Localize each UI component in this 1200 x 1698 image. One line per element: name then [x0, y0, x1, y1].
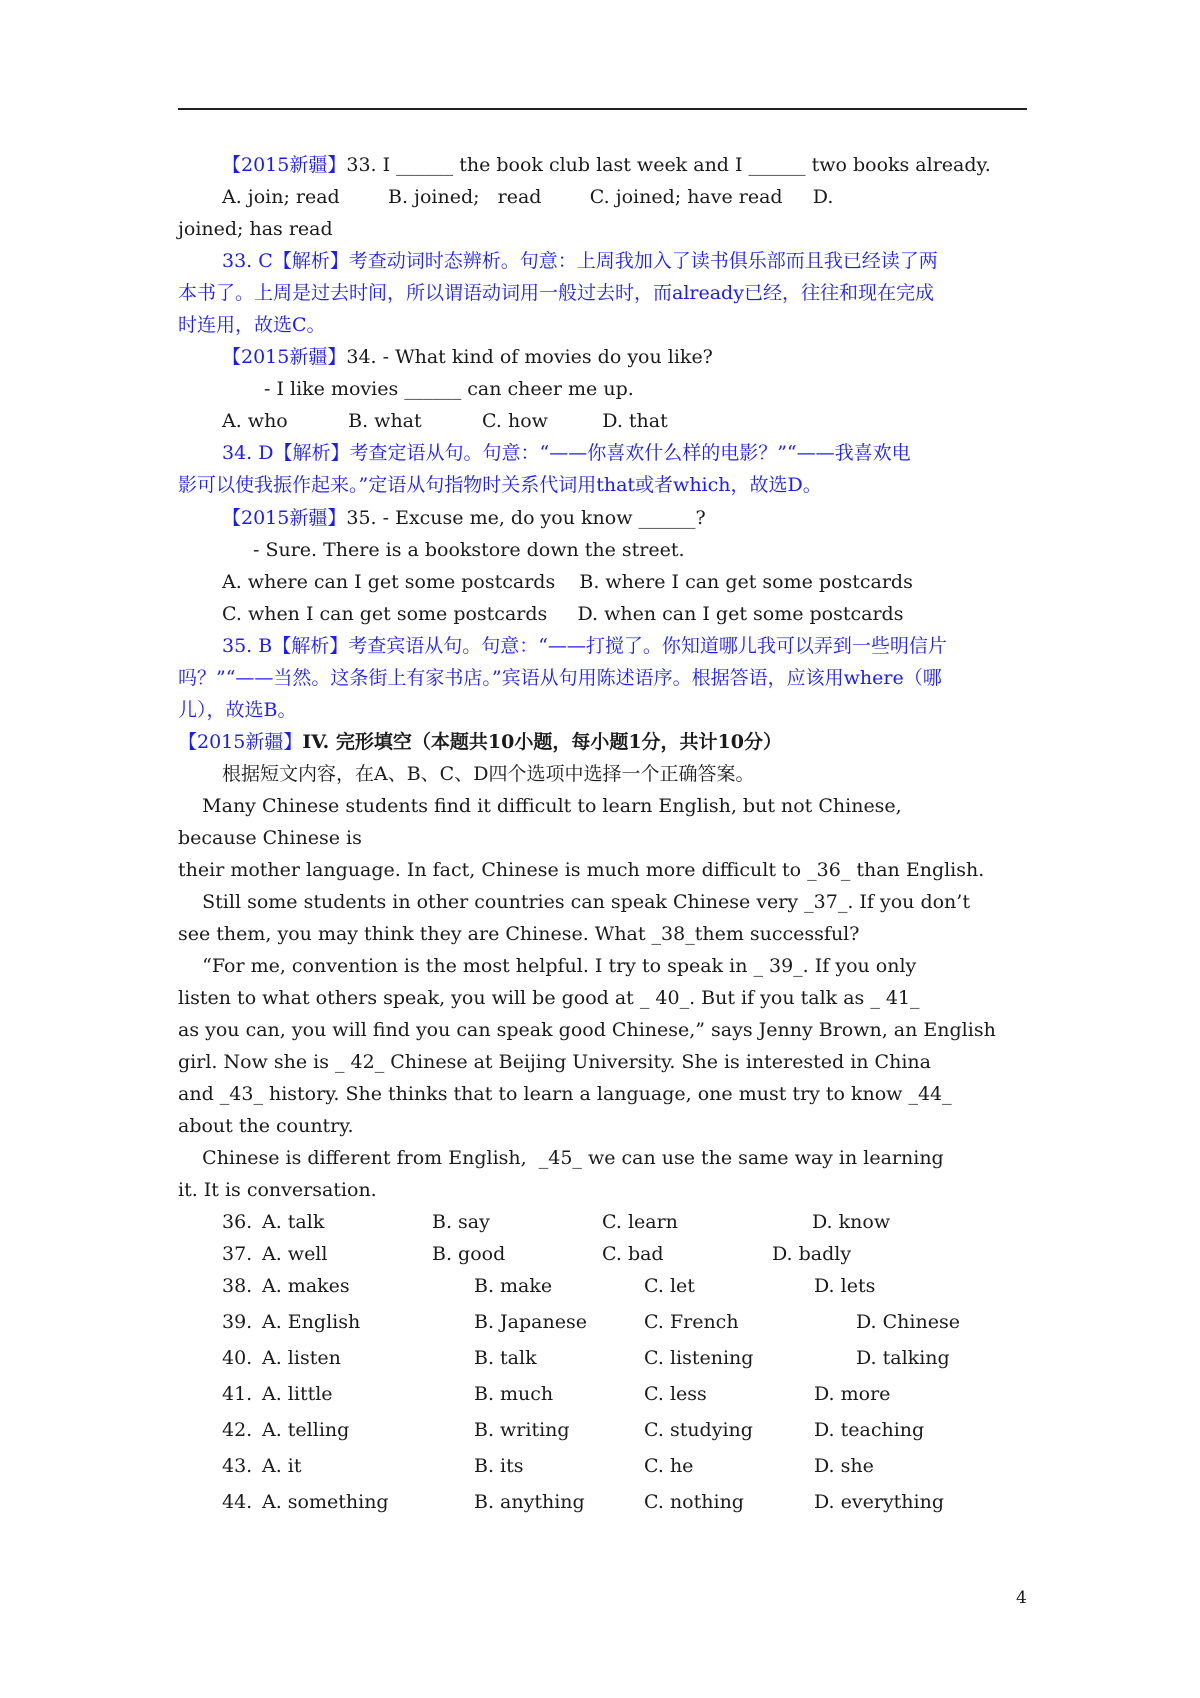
q35-options-cd: C. when I can get some postcards D. when can I get some postcards [222, 603, 904, 625]
choice-row-36 [222, 1210, 252, 1234]
choice-row-44 [222, 1490, 252, 1514]
q35-analysis-2: 吗？”“——当然。这条街上有家书店。”宾语从句用陈述语序。根据答语，应该用where（哪 [178, 667, 942, 689]
choice-num: 36. [222, 1211, 253, 1233]
choice-num: 38. [222, 1275, 253, 1297]
q35-analysis-3: 儿），故选B。 [178, 699, 297, 721]
choice-c: C. learn [602, 1211, 678, 1233]
q33-analysis-1: 33. C【解析】考查动词时态辨析。句意：上周我加入了读书俱乐部而且我已经读了两 [222, 250, 938, 272]
choice-c: C. nothing [644, 1491, 744, 1513]
choice-num: 43. [222, 1455, 253, 1477]
section-heading: IV. 完形填空（本题共10小题，每小题1分，共计10分） [302, 731, 782, 753]
choice-a: A. it [262, 1455, 302, 1477]
q34-stem: 34. - What kind of movies do you like? [346, 346, 713, 368]
section-heading-line [178, 730, 782, 754]
choice-d: D. she [814, 1455, 874, 1477]
passage-line: as you can, you will find you can speak good Chinese,” says Jenny Brown, an English [178, 1019, 996, 1041]
q35-options-ab: A. where can I get some postcards B. where I can get some postcards [222, 571, 913, 593]
q33-options: A. join; read B. joined; read C. joined; have read D. [222, 186, 834, 208]
q35-stem: 35. - Excuse me, do you know ______? [346, 507, 706, 529]
choice-d: D. Chinese [856, 1311, 960, 1333]
q35-reply: - Sure. There is a bookstore down the street. [253, 539, 685, 561]
choice-a: A. little [262, 1383, 333, 1405]
q33-analysis-2: 本书了。上周是过去时间，所以谓语动词用一般过去时，而already已经，往往和现在完成 [178, 282, 934, 304]
passage-line: about the country. [178, 1115, 354, 1137]
choice-a: A. well [262, 1243, 328, 1265]
section-tag: 【2015新疆】 [178, 731, 303, 753]
passage-line: because Chinese is [178, 827, 362, 849]
q33-options-cont: joined; has read [178, 218, 333, 240]
choice-c: C. bad [602, 1243, 664, 1265]
choice-b: B. make [474, 1275, 553, 1297]
passage-line: Many Chinese students find it difficult to learn English, but not Chinese, [178, 795, 902, 817]
section-instruction: 根据短文内容，在A、B、C、D四个选项中选择一个正确答案。 [222, 763, 755, 785]
q34-stem-line [222, 345, 713, 369]
choice-num: 42. [222, 1419, 253, 1441]
q34-tag: 【2015新疆】 [222, 346, 347, 368]
passage-line: see them, you may think they are Chinese. What _38_them successful? [178, 923, 860, 945]
choice-a: A. something [262, 1491, 389, 1513]
choice-d: D. lets [814, 1275, 876, 1297]
choice-b: B. anything [474, 1491, 585, 1513]
choice-num: 41. [222, 1383, 253, 1405]
choice-num: 39. [222, 1311, 253, 1333]
choice-d: D. talking [856, 1347, 950, 1369]
choice-row-43 [222, 1454, 252, 1478]
choice-d: D. badly [772, 1243, 852, 1265]
choice-row-37 [222, 1242, 252, 1266]
choice-d: D. know [812, 1211, 891, 1233]
q35-stem-line [222, 506, 706, 530]
choice-d: D. everything [814, 1491, 945, 1513]
choice-row-38 [222, 1274, 252, 1298]
choice-a: A. English [262, 1311, 361, 1333]
choice-a: A. talk [262, 1211, 325, 1233]
choice-c: C. French [644, 1311, 739, 1333]
passage-line: Chinese is different from English, _45_ we can use the same way in learning [178, 1147, 944, 1169]
passage-line: listen to what others speak, you will be good at _ 40_. But if you talk as _ 41_ [178, 987, 920, 1009]
q33-analysis-3: 时连用，故选C。 [178, 314, 326, 336]
choice-b: B. much [474, 1383, 554, 1405]
header-rule [178, 108, 1027, 110]
choice-b: B. its [474, 1455, 524, 1477]
q34-reply: - I like movies ______ can cheer me up. [264, 378, 634, 400]
choice-row-42 [222, 1418, 252, 1442]
choice-c: C. listening [644, 1347, 754, 1369]
q33-stem: 33. I ______ the book club last week and I ______ two books already. [346, 154, 991, 176]
choice-num: 44. [222, 1491, 253, 1513]
q35-analysis-1: 35. B【解析】考查宾语从句。句意：“——打搅了。你知道哪儿我可以弄到一些明信片 [222, 635, 947, 657]
choice-b: B. say [432, 1211, 490, 1233]
q33-tag: 【2015新疆】 [222, 154, 347, 176]
q33-stem-line [222, 153, 991, 177]
choice-d: D. more [814, 1383, 891, 1405]
passage-line: it. It is conversation. [178, 1179, 377, 1201]
q34-analysis-1: 34. D【解析】考查定语从句。句意：“——你喜欢什么样的电影？”“——我喜欢电 [222, 442, 911, 464]
passage-line: girl. Now she is _ 42_ Chinese at Beijing University. She is interested in China [178, 1051, 931, 1073]
choice-num: 37. [222, 1243, 253, 1265]
passage-line: and _43_ history. She thinks that to learn a language, one must try to know _44_ [178, 1083, 952, 1105]
choice-a: A. makes [262, 1275, 350, 1297]
q34-analysis-2: 影可以使我振作起来。”定语从句指物时关系代词用that或者which，故选D。 [178, 474, 822, 496]
passage-line: “For me, convention is the most helpful. I try to speak in _ 39_. If you only [178, 955, 917, 977]
passage-line: their mother language. In fact, Chinese is much more difficult to _36_ than English. [178, 859, 985, 881]
q34-options: A. who B. what C. how D. that [222, 410, 668, 432]
choice-d: D. teaching [814, 1419, 925, 1441]
choice-c: C. less [644, 1383, 707, 1405]
choice-c: C. let [644, 1275, 695, 1297]
choice-row-41 [222, 1382, 252, 1406]
choice-c: C. studying [644, 1419, 753, 1441]
choice-b: B. talk [474, 1347, 537, 1369]
choice-b: B. good [432, 1243, 506, 1265]
choice-a: A. telling [262, 1419, 350, 1441]
page-number: 4 [1016, 1588, 1027, 1608]
choice-num: 40. [222, 1347, 253, 1369]
choice-row-40 [222, 1346, 252, 1370]
choice-b: B. writing [474, 1419, 570, 1441]
passage-line: Still some students in other countries can speak Chinese very _37_. If you don’t [178, 891, 970, 913]
q35-tag: 【2015新疆】 [222, 507, 347, 529]
choice-a: A. listen [262, 1347, 341, 1369]
choice-c: C. he [644, 1455, 694, 1477]
choice-b: B. Japanese [474, 1311, 587, 1333]
choice-row-39 [222, 1310, 252, 1334]
